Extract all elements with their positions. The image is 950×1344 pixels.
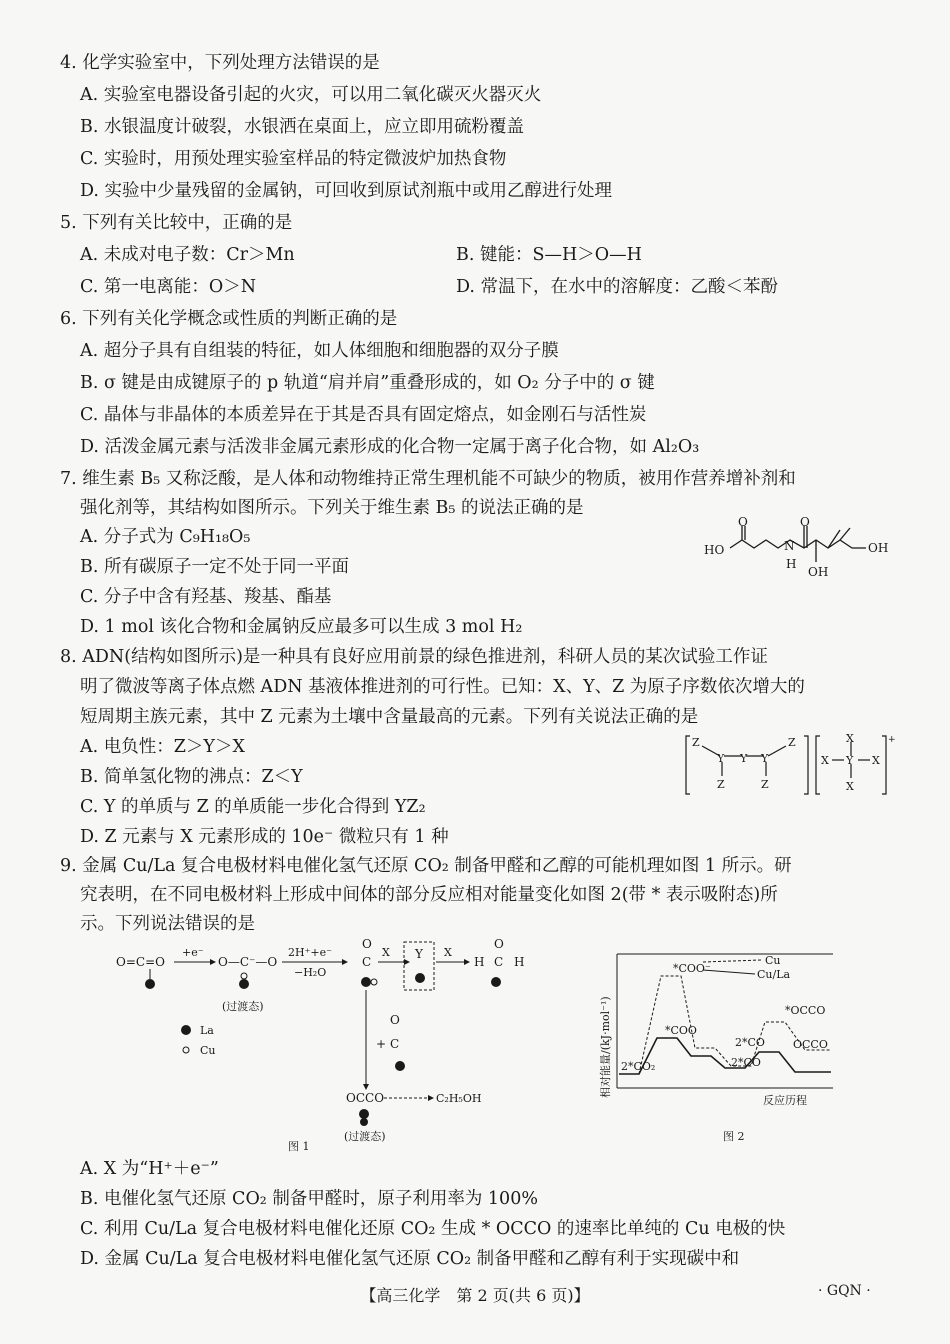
text-line: 究表明，在不同电极材料上形成中间体的部分反应相对能量变化如图 2(带 * 表示吸附态)所 [80, 885, 778, 905]
text-line: 6. 下列有关化学概念或性质的判断正确的是 [60, 309, 398, 329]
adn-y2: Y [761, 752, 769, 765]
vitamin-o2: O [800, 515, 810, 529]
text-line: A. 实验室电器设备引起的火灾，可以用二氧化碳灭火器灭火 [80, 85, 542, 105]
text-line: C. 利用 Cu/La 复合电极材料电催化还原 CO₂ 生成 * OCCO 的速率比单纯的 Cu 电极的快 [80, 1219, 786, 1239]
text-line: C. 实验时，用预处理实验室样品的特定微波炉加热食物 [80, 149, 507, 169]
text-line: C. 第一电离能：O＞N [80, 277, 257, 297]
text-line: A. X 为“H⁺＋e⁻” [80, 1159, 219, 1179]
vitamin-b5-structure [700, 515, 900, 588]
adn-y1: Y [717, 752, 725, 765]
page-footer: 【高三化学 第 2 页(共 6 页)】 [360, 1286, 590, 1305]
fig2-legend-cu: Cu [765, 954, 781, 967]
adn-x-top: X [846, 732, 854, 745]
fig1-c: C [362, 955, 372, 969]
vitamin-h: H [786, 557, 797, 571]
fig2-coo-star: *COO⁻ [673, 962, 711, 975]
text-line: B. 简单氢化物的沸点：Z＜Y [80, 767, 303, 787]
fig1-o-add: O [390, 1013, 400, 1027]
fig1-h2: H [514, 955, 525, 969]
adn-x-left: X [821, 754, 829, 767]
fig1-c-prod: C [494, 955, 504, 969]
text-line: A. 分子式为 C₉H₁₈O₅ [80, 527, 251, 547]
text-line: 7. 维生素 B₅ 又称泛酸，是人体和动物维持正常生理机能不可缺少的物质，被用作营养增补剂和 [60, 469, 796, 489]
fig1-occo: OCCO [346, 1091, 385, 1105]
adn-z4: Z [761, 778, 769, 791]
fig2-xlabel: 反应历程 [763, 1094, 807, 1107]
adn-y-mid: Y [740, 752, 748, 765]
figure-1-mechanism [110, 938, 560, 1156]
fig2-coo: *COO [665, 1024, 697, 1037]
fig2-occo-b: OCCO [793, 1038, 828, 1051]
text-line: 短周期主族元素，其中 Z 元素为土壤中含量最高的元素。下列有关说法正确的是 [80, 707, 699, 727]
fig1-c-add: C [390, 1037, 400, 1051]
adn-z3: Z [717, 778, 725, 791]
fig2-ylabel: 相对能量/(kJ·mol⁻¹) [599, 996, 612, 1098]
vitamin-oh2: OH [868, 541, 889, 555]
text-line: C. Y 的单质与 Z 的单质能一步化合得到 YZ₂ [80, 797, 426, 817]
text-line: D. 实验中少量残留的金属钠，可回收到原试剂瓶中或用乙醇进行处理 [80, 181, 613, 201]
fig1-ts2-label: (过渡态) [344, 1130, 386, 1143]
fig2-2co-b: 2*CO [731, 1056, 761, 1069]
vitamin-o1: O [738, 515, 748, 529]
fig1-step1: +e⁻ [182, 946, 204, 959]
text-line: A. 未成对电子数：Cr＞Mn [80, 245, 295, 265]
fig1-ts-label: (过渡态) [222, 1000, 264, 1013]
vitamin-ho: HO [704, 543, 725, 557]
text-line: D. 1 mol 该化合物和金属钠反应最多可以生成 3 mol H₂ [80, 617, 523, 637]
fig1-step2-top: 2H⁺+e⁻ [288, 946, 332, 959]
text-line: B. 键能：S—H＞O—H [456, 245, 642, 265]
text-line: 9. 金属 Cu/La 复合电极材料电催化氢气还原 CO₂ 制备甲醛和乙醇的可能机理如图 1 所示。研 [60, 856, 792, 876]
text-line: 5. 下列有关比较中，正确的是 [60, 213, 293, 233]
adn-charge-plus: + [888, 735, 896, 745]
text-line: B. 水银温度计破裂，水银洒在桌面上，应立即用硫粉覆盖 [80, 117, 524, 137]
text-line: B. 电催化氢气还原 CO₂ 制备甲醛时，原子利用率为 100% [80, 1189, 538, 1209]
fig2-caption: 图 2 [723, 1130, 745, 1143]
fig2-occo: *OCCO [785, 1004, 826, 1017]
fig1-o-prod: O [494, 937, 504, 951]
exam-code: · GQN · [818, 1283, 871, 1299]
vitamin-n: N [784, 539, 795, 553]
fig2-2co: 2*CO [735, 1036, 765, 1049]
text-line: B. 所有碳原子一定不处于同一平面 [80, 557, 349, 577]
text-line: A. 超分子具有自组装的特征，如人体细胞和细胞器的双分子膜 [80, 341, 559, 361]
adn-z2: Z [788, 736, 796, 749]
text-line: C. 晶体与非晶体的本质差异在于其是否具有固定熔点，如金刚石与活性炭 [80, 405, 647, 425]
vitamin-oh1: OH [808, 565, 829, 579]
fig2-legend-cula: Cu/La [757, 968, 791, 981]
text-line: 示。下列说法错误的是 [80, 914, 255, 934]
fig1-step2-bot: −H₂O [294, 966, 327, 979]
fig1-legend-cu: Cu [200, 1044, 216, 1057]
text-line: 4. 化学实验室中，下列处理方法错误的是 [60, 53, 380, 73]
text-line: D. 常温下，在水中的溶解度：乙酸＜苯酚 [456, 277, 779, 297]
fig1-h1: H [474, 955, 485, 969]
fig1-o-top: O [362, 937, 372, 951]
adn-structure [684, 732, 894, 798]
text-line: 明了微波等离子体点燃 ADN 基液体推进剂的可行性。已知：X、Y、Z 为原子序数依次增大的 [80, 677, 805, 697]
adn-x-right: X [872, 754, 880, 767]
adn-z1: Z [692, 736, 700, 749]
fig1-co2: O=C=O [116, 955, 165, 969]
text-line: B. σ 键是由成键原子的 p 轨道“肩并肩”重叠形成的，如 O₂ 分子中的 σ 键 [80, 373, 655, 393]
adn-y-center: Y [846, 754, 854, 767]
fig1-caption: 图 1 [288, 1140, 310, 1153]
fig2-2co2: 2*CO₂ [621, 1060, 656, 1073]
fig1-x1: X [382, 946, 390, 959]
fig1-plus: + [376, 1037, 387, 1051]
text-line: D. Z 元素与 X 元素形成的 10e⁻ 微粒只有 1 种 [80, 827, 449, 847]
text-line: C. 分子中含有羟基、羧基、酯基 [80, 587, 332, 607]
fig1-product: C₂H₅OH [436, 1092, 482, 1105]
fig1-x2: X [444, 946, 452, 959]
text-line: A. 电负性：Z＞Y＞X [80, 737, 245, 757]
fig1-legend-la: La [200, 1024, 214, 1037]
text-line: 强化剂等，其结构如图所示。下列关于维生素 B₅ 的说法正确的是 [80, 498, 584, 518]
fig1-ts1: O—C⁻—O [218, 955, 278, 969]
text-line: 8. ADN(结构如图所示)是一种具有良好应用前景的绿色推进剂，科研人员的某次试验工作证 [60, 647, 768, 667]
fig1-y: Y [415, 947, 423, 961]
text-line: D. 金属 Cu/La 复合电极材料电催化氢气还原 CO₂ 制备甲醛和乙醇有利于实现碳中和 [80, 1249, 740, 1269]
adn-x-bottom: X [846, 780, 854, 793]
figure-2-energy [595, 948, 845, 1148]
text-line: D. 活泼金属元素与活泼非金属元素形成的化合物一定属于离子化合物，如 Al₂O₃ [80, 437, 700, 457]
